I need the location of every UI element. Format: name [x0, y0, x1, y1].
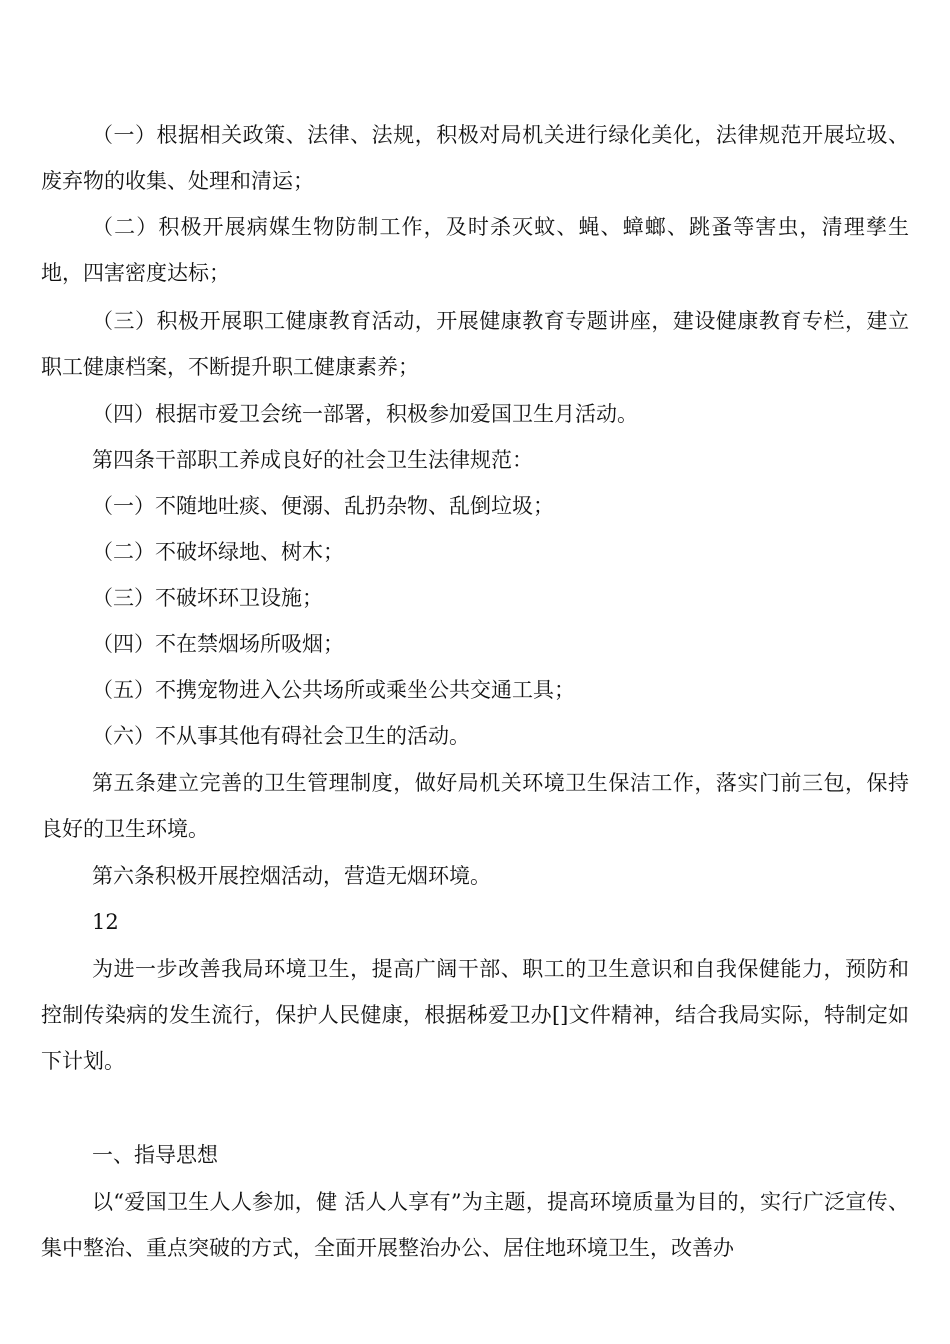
- paragraph-vector-control: （二）积极开展病媒生物防制工作，及时杀灭蚊、蝇、蟑螂、跳蚤等害虫，清理孳生地，四害密度达标；: [41, 215, 909, 285]
- list-item-no-pets: （五）不携宠物进入公共场所或乘坐公共交通工具；: [92, 678, 575, 702]
- paragraph-article-six: 第六条积极开展控烟活动，营造无烟环境。: [92, 864, 491, 888]
- paragraph-health-education: （三）积极开展职工健康教育活动，开展健康教育专题讲座，建设健康教育专栏，建立职工健康档案，不断提升职工健康素养；: [41, 309, 909, 379]
- list-item-no-other-activities: （六）不从事其他有碍社会卫生的活动。: [92, 724, 470, 748]
- list-item-no-damage-green: （二）不破坏绿地、树木；: [92, 540, 344, 564]
- paragraph-plan-intro: 为进一步改善我局环境卫生，提高广阔干部、职工的卫生意识和自我保健能力，预防和控制传染病的发生流行，保护人民健康，根据秭爱卫办[]文件精神，结合我局实际，特制定如下计划。: [41, 957, 909, 1073]
- paragraph-article-five: 第五条建立完善的卫生管理制度，做好局机关环境卫生保洁工作，落实门前三包，保持良好的卫生环境。: [41, 771, 909, 841]
- list-item-no-spitting: （一）不随地吐痰、便溺、乱扔杂物、乱倒垃圾；: [92, 494, 554, 518]
- paragraph-article-four: 第四条干部职工养成良好的社会卫生法律规范：: [92, 448, 533, 472]
- list-item-no-smoking: （四）不在禁烟场所吸烟；: [92, 632, 344, 656]
- list-item-no-damage-facilities: （三）不破坏环卫设施；: [92, 586, 323, 610]
- paragraph-guiding-ideology: 以“爱国卫生人人参加，健 活人人享有”为主题，提高环境质量为目的，实行广泛宣传、集中整治、重点突破的方式，全面开展整治办公、居住地环境卫生，改善办: [41, 1190, 909, 1260]
- paragraph-patriotic-health-month: （四）根据市爱卫会统一部署，积极参加爱国卫生月活动。: [92, 402, 638, 426]
- page-number-text: 12: [92, 910, 119, 934]
- section-heading-guiding-ideology: 一、指导思想: [92, 1143, 218, 1167]
- paragraph-sanitation-greening: （一）根据相关政策、法律、法规，积极对局机关进行绿化美化，法律规范开展垃圾、废弃物的收集、处理和清运；: [41, 123, 909, 193]
